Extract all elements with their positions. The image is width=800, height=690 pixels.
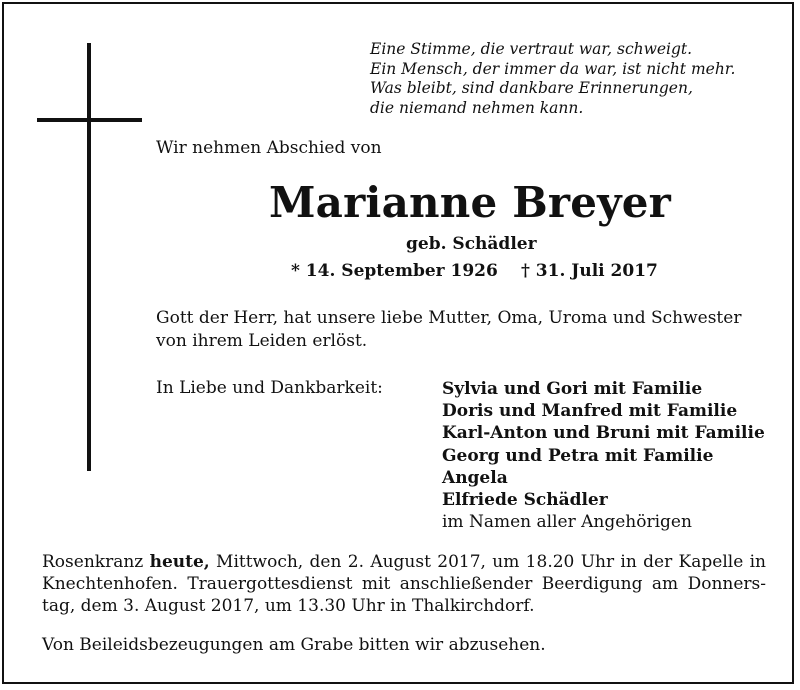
service-text: Rosenkranz [42, 552, 150, 572]
mourner-name: Elfriede Schädler [442, 490, 608, 511]
mourner-name: Sylvia und Gori mit Familie [442, 379, 703, 399]
cross-icon-vertical [87, 43, 91, 471]
service-details [42, 551, 766, 617]
mourner-name: Doris und Manfred mit Familie [442, 401, 738, 422]
message-line: Gott der Herr, hat unsere liebe Mutter, Oma, Uroma und Schwester [156, 308, 742, 328]
farewell-intro: Wir nehmen Abschied von [156, 138, 382, 158]
poem-line: die niemand nehmen kann. [370, 98, 584, 117]
birth-date: * 14. September 1926 [291, 261, 498, 281]
service-line [42, 551, 766, 573]
service-text: Mittwoch, den 2. August 2017, um 18.20 Uhr in der Kapelle in [209, 552, 766, 572]
mourners-list [442, 378, 765, 533]
birth-name: geb. Schädler [406, 234, 537, 254]
mourner-name: Karl-Anton und Bruni mit Familie [442, 423, 765, 444]
service-line: Knechtenhofen. Trauergottesdienst mit anschließender Beerdigung am Donners- [42, 574, 766, 594]
deceased-name: Marianne Breyer [268, 178, 672, 227]
cross-icon-horizontal [37, 118, 142, 122]
service-today: heute, [149, 552, 210, 572]
mourners-closing: im Namen aller Angehörigen [442, 512, 692, 533]
service-line: tag, dem 3. August 2017, um 13.30 Uhr in Thalkirchdorf. [42, 596, 535, 616]
poem [370, 40, 735, 118]
announcement-message [156, 307, 741, 353]
poem-line: Eine Stimme, die vertraut war, schweigt. [370, 40, 693, 58]
condolence-note: Von Beileidsbezeugungen am Grabe bitten wir abzusehen. [42, 635, 546, 655]
death-date: † 31. Juli 2017 [521, 261, 658, 281]
poem-line: Ein Mensch, der immer da war, ist nicht mehr. [370, 59, 736, 78]
mourners-label: In Liebe und Dankbarkeit: [156, 378, 383, 398]
mourner-name: Angela [442, 467, 508, 488]
poem-line: Was bleibt, sind dankbare Erinnerungen, [370, 79, 693, 97]
message-line: von ihrem Leiden erlöst. [156, 331, 368, 351]
mourner-name: Georg und Petra mit Familie [442, 445, 714, 466]
